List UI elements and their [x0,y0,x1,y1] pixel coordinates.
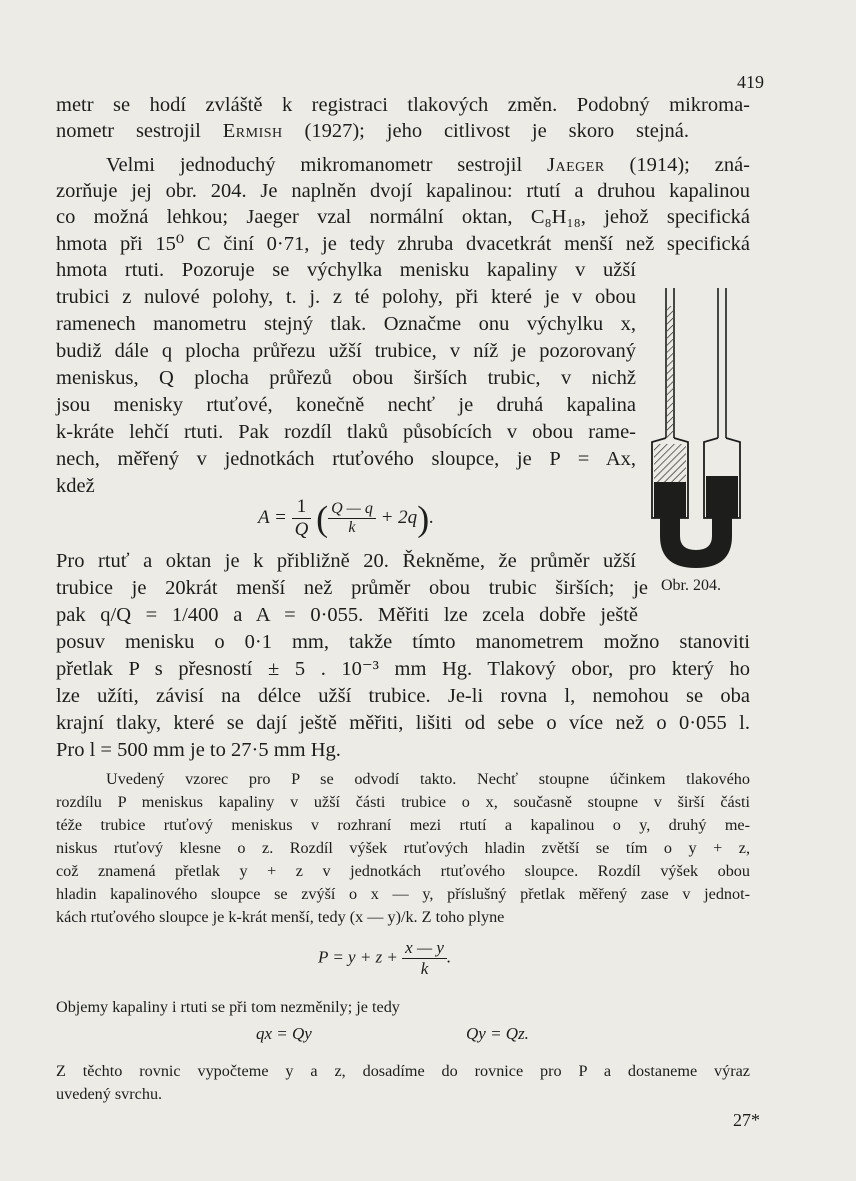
text-line: ramenech manometru stejný tlak. Označme onu výchylku x, [56,313,636,335]
page-number: 419 [737,72,764,92]
text-line: pak q/Q = 1/400 a A = 0·055. Měřiti lze zcela dobře ještě [56,604,638,626]
figure-caption: Obr. 204. [661,577,721,594]
text-line: kách rtuťového sloupce je k-krát menší, tedy (x — y)/k. Z toho plyne [56,908,505,926]
text-line: k-kráte lehčí rtuti. Pak rozdíl tlaků působících v obou rame- [56,421,636,443]
text-line: trubici z nulové polohy, t. j. z té polohy, při které je v obou [56,286,636,308]
text-line: trubice je 20krát menší než průměr obou trubic širších; je [56,577,648,599]
text-line: přetlak P s přesností ± 5 . 10⁻³ mm Hg. Tlakový obor, pro který ho [56,658,750,680]
manometer-figure [648,286,744,576]
text-line: což znamená přetlak y + z v jednotkách rtuťového sloupce. Rozdíl výšek obou [56,862,750,880]
text-line: hladin kapalinového sloupce se zvýší o x — y, příslušný přetlak měřený zase v jednot- [56,885,750,903]
text-line: jsou menisky rtuťové, konečně nechť je druhá kapalina [56,394,636,416]
text-line: téže trubice rtuťový meniskus v rozhraní mezi rtutí a kapalinou o y, druhý me- [56,816,750,834]
text-line: Pro rtuť a oktan je k přibližně 20. Řekněme, že průměr užší [56,550,636,572]
text-line: Objemy kapaliny i rtuti se při tom nezměnily; je tedy [56,998,400,1016]
text-line: hmota při 15⁰ C činí 0·71, je tedy zhruba dvacetkrát menší než specifická [56,233,750,255]
text-line: co možná lehkou; Jaeger vzal normální oktan, C₈H₁₈, jehož specifická [56,206,750,228]
text-line: Uvedený vzorec pro P se odvodí takto. Nechť stoupne účinkem tlakového [106,770,750,788]
text-line: uvedený svrchu. [56,1085,163,1103]
text-line: lze užíti, závisí na délce užší trubice. Je-li rovna l, nemohou se oba [56,685,750,707]
text-line: Velmi jednoduchý mikromanometr sestrojil Jaeger (1914); zná- [106,154,751,176]
text-line: Z těchto rovnic vypočteme y a z, dosadíme do rovnice pro P a dostaneme výraz [56,1062,750,1080]
equation-Qy: Qy = Qz. [466,1024,529,1043]
footer-signature-mark: 27* [733,1110,760,1130]
text-line: zorňuje jej obr. 204. Je naplněn dvojí kapalinou: rtutí a druhou kapalinou [56,180,750,202]
text-line: posuv menisku o 0·1 mm, takže tímto manometrem možno stanoviti [56,631,750,653]
text-line: Pro l = 500 mm je to 27·5 mm Hg. [56,739,341,761]
text-line: budiž dále q plocha průřezu užší trubice, v níž je pozorovaný [56,340,636,362]
text-line: meniskus, Q plocha průřezů obou širších trubic, v nichž [56,367,636,389]
equation-P: P = y + z + $\frac{x — y}{k}$ . [318,938,452,978]
text-line: kdež [56,475,95,497]
equation-qx: qx = Qy [256,1024,312,1043]
text-line: niskus rtuťový klesne o z. Rozdíl výšek rtuťových hladin zvětší se tím o y + z, [56,839,750,857]
text-line: nometr sestrojil Ermish (1927); jeho citlivost je skoro stejná. [56,120,689,142]
text-line: krajní tlaky, které se dají ještě měřiti, lišiti od sebe o více než o 0·055 l. [56,712,750,734]
text-line: hmota rtuti. Pozoruje se výchylka menisku kapaliny v užší [56,259,636,281]
text-line: rozdílu P meniskus kapaliny v užší části trubice o x, současně stoupne v širší části [56,793,750,811]
equation-A: A = $\frac{1}{Q}$ ( $\frac{Q — q}{k}$ + 2q). [258,496,434,540]
text-line: nech, měřený v jednotkách rtuťového sloupce, je P = Ax, [56,448,636,470]
text-line: metr se hodí zvláště k registraci tlakových změn. Podobný mikroma- [56,94,750,116]
